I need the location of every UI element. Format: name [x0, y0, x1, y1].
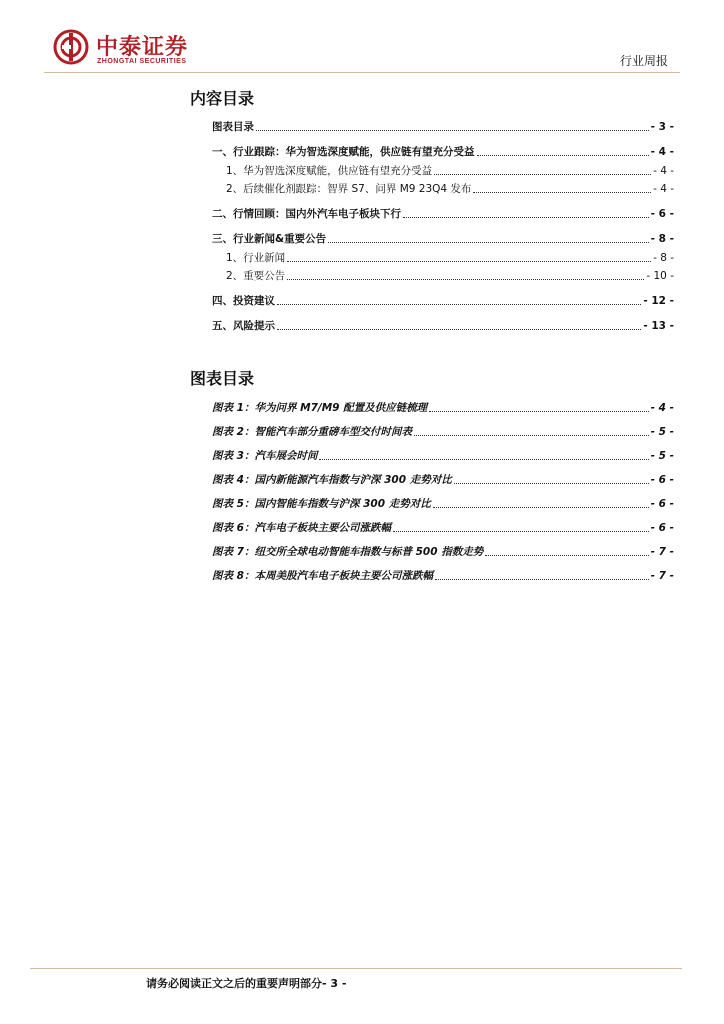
toc-entry-page: - 12 -	[643, 295, 674, 307]
toc-entry-label: 1、华为智选深度赋能，供应链有望充分受益	[226, 165, 433, 177]
toc-entry[interactable]	[212, 207, 674, 221]
toc-entry-label: 图表目录	[212, 121, 254, 133]
toc-leader	[328, 241, 648, 243]
toc-leader	[454, 482, 649, 484]
figure-entry-page: - 7 -	[650, 546, 674, 558]
toc-leader	[434, 173, 651, 175]
toc-leader	[485, 554, 648, 556]
figure-entry[interactable]	[212, 545, 674, 559]
figure-entry[interactable]	[212, 473, 674, 487]
toc-entry-label: 一、行业跟踪：华为智选深度赋能，供应链有望充分受益	[212, 146, 475, 158]
figure-entry[interactable]	[212, 569, 674, 583]
toc-entry-page: - 4 -	[653, 183, 674, 195]
toc-entry-page: - 4 -	[650, 146, 674, 158]
figure-entry-page: - 4 -	[650, 402, 674, 414]
figures-title: 图表目录	[190, 369, 255, 388]
figure-entry-page: - 6 -	[650, 522, 674, 534]
zhongtai-logo-icon	[53, 29, 89, 65]
report-type: 行业周报	[619, 54, 668, 68]
figure-entry-label: 图表 3：汽车展会时间	[212, 450, 318, 462]
figure-entry[interactable]	[212, 425, 674, 439]
figure-entry-page: - 5 -	[650, 450, 674, 462]
figure-entry-page: - 6 -	[650, 474, 674, 486]
toc-leader	[435, 578, 649, 580]
toc-entry[interactable]	[212, 120, 674, 134]
toc-leader	[429, 410, 649, 412]
toc-subentry[interactable]	[212, 251, 674, 265]
footer-divider	[30, 968, 682, 969]
figure-entry[interactable]	[212, 401, 674, 415]
toc-leader	[287, 260, 651, 262]
toc-entry-page: - 4 -	[653, 165, 674, 177]
toc-leader	[277, 303, 641, 305]
toc-leader	[393, 530, 649, 532]
toc-subentry[interactable]	[212, 182, 674, 196]
toc-entry-label: 2、重要公告	[226, 270, 286, 282]
toc-leader	[403, 216, 649, 218]
toc-entry-page: - 8 -	[650, 233, 674, 245]
toc-entry[interactable]	[212, 145, 674, 159]
figure-entry-label: 图表 7：纽交所全球电动智能车指数与标普 500 指数走势	[212, 546, 484, 558]
toc-entry-page: - 6 -	[650, 208, 674, 220]
toc-subentry[interactable]	[212, 269, 674, 283]
figure-entry-label: 图表 8：本周美股汽车电子板块主要公司涨跌幅	[212, 570, 433, 582]
figure-entry[interactable]	[212, 497, 674, 511]
toc-leader	[414, 434, 649, 436]
footer-disclaimer: 请务必阅读正文之后的重要声明部分- 3 -	[146, 977, 347, 990]
toc-entry-label: 三、行业新闻&重要公告	[212, 233, 327, 245]
figure-entry-label: 图表 6：汽车电子板块主要公司涨跌幅	[212, 522, 391, 534]
header-divider	[44, 72, 680, 73]
toc-entry[interactable]	[212, 232, 674, 246]
page-header	[0, 0, 724, 80]
figure-entry-page: - 5 -	[650, 426, 674, 438]
figure-entry-label: 图表 1：华为问界 M7/M9 配置及供应链梳理	[212, 402, 428, 414]
toc-entry-page: - 3 -	[650, 121, 674, 133]
toc-entry-page: - 10 -	[646, 270, 674, 282]
toc-entry-label: 五、风险提示	[212, 320, 275, 332]
contents-title: 内容目录	[190, 89, 255, 108]
brand-name-en: ZHONGTAI SECURITIES	[97, 58, 187, 65]
toc-leader	[473, 191, 651, 193]
toc-leader	[477, 154, 649, 156]
toc-entry-label: 二、行情回顾：国内外汽车电子板块下行	[212, 208, 401, 220]
figure-entry[interactable]	[212, 521, 674, 535]
toc-entry[interactable]	[212, 294, 674, 308]
figure-entry-label: 图表 4：国内新能源汽车指数与沪深 300 走势对比	[212, 474, 452, 486]
toc-leader	[319, 458, 648, 460]
figure-entry-label: 图表 2：智能汽车部分重磅车型交付时间表	[212, 426, 412, 438]
brand-name-cn: 中泰证券	[96, 35, 189, 60]
toc-entry-page: - 13 -	[643, 320, 674, 332]
toc-leader	[287, 278, 644, 280]
figure-entry[interactable]	[212, 449, 674, 463]
toc-entry-label: 2、后续催化剂跟踪：智界 S7、问界 M9 23Q4 发布	[226, 183, 472, 195]
figure-entry-page: - 7 -	[650, 570, 674, 582]
toc-subentry[interactable]	[212, 164, 674, 178]
toc-leader	[256, 129, 649, 131]
toc-entry-label: 1、行业新闻	[226, 252, 286, 264]
toc-leader	[433, 506, 649, 508]
toc-leader	[277, 328, 641, 330]
toc-entry-label: 四、投资建议	[212, 295, 275, 307]
figure-entry-label: 图表 5：国内智能车指数与沪深 300 走势对比	[212, 498, 431, 510]
figure-entry-page: - 6 -	[650, 498, 674, 510]
toc-entry-page: - 8 -	[653, 252, 674, 264]
toc-entry[interactable]	[212, 319, 674, 333]
